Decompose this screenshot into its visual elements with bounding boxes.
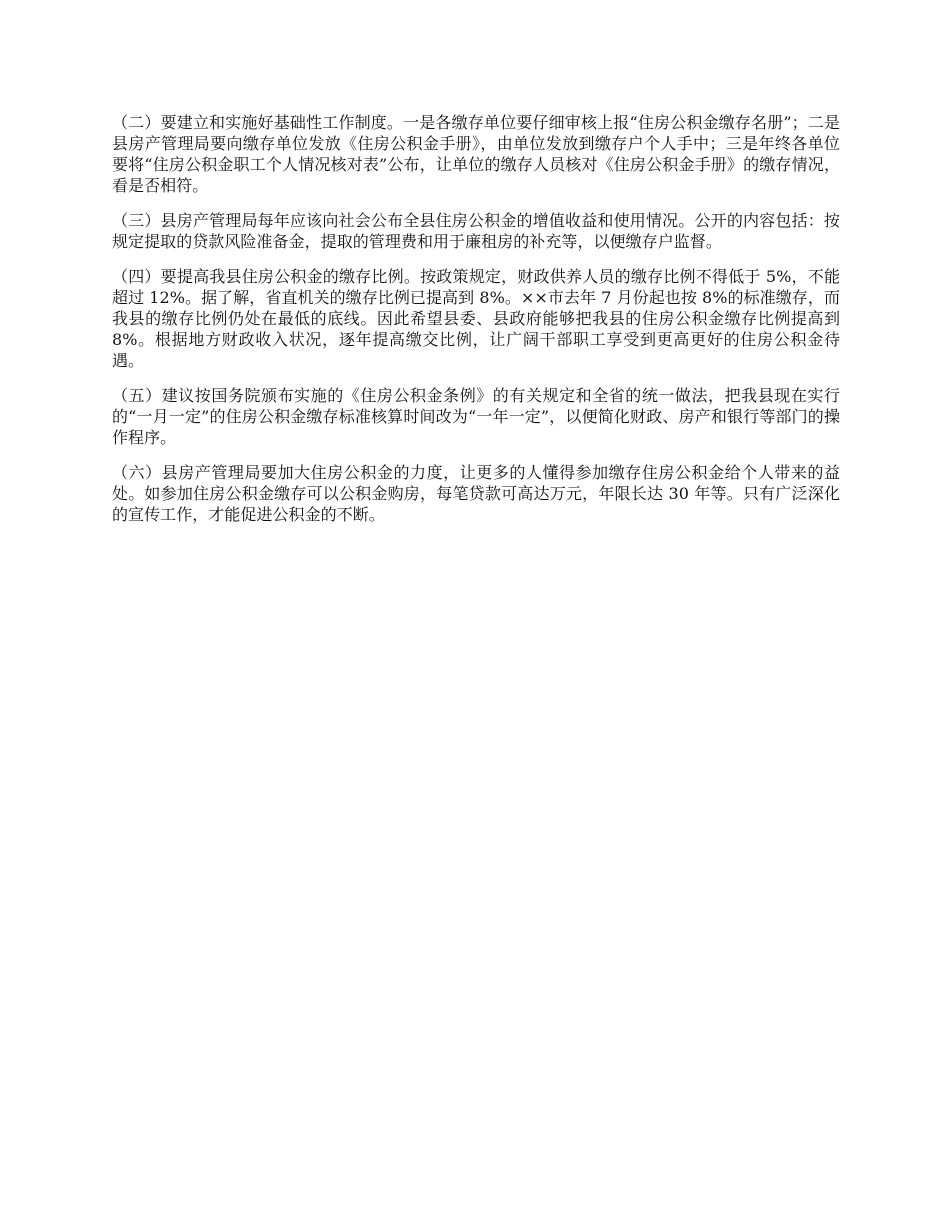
paragraph-4-contribution-ratio: （四）要提高我县住房公积金的缴存比例。按政策规定，财政供养人员的缴存比例不得低于 5%，不能超过 12%。据了解，省直机关的缴存比例已提高到 8%。××市去年 7 月份起也按 8%的标准缴存，而我县的缴存比例仍处在最低的底线。因此希望县委、县政府能够把我县的住房公积金缴存比例提高到 8%。根据地方财政收入状况，逐年提高缴交比例，让广阔干部职工享受到更高更好的住房公积金待遇。 — [112, 267, 840, 370]
paragraph-6-publicity: （六）县房产管理局要加大住房公积金的力度，让更多的人懂得参加缴存住房公积金给个人带来的益处。如参加住房公积金缴存可以公积金购房，每笔贷款可高达万元，年限长达 30 年等。只有广泛深化的宣传工作，才能促进公积金的不断。 — [112, 463, 840, 524]
paragraph-3-public-disclosure: （三）县房产管理局每年应该向社会公布全县住房公积金的增值收益和使用情况。公开的内容包括：按规定提取的贷款风险准备金，提取的管理费和用于廉租房的补充等，以便缴存户监督。 — [112, 211, 840, 251]
paragraph-5-regulation-proposal: （五）建议按国务院颁布实施的《住房公积金条例》的有关规定和全省的统一做法，把我县现在实行的“一月一定”的住房公积金缴存标准核算时间改为“一年一定”，以便简化财政、房产和银行等部门的操作程序。 — [112, 386, 840, 447]
document-body — [112, 112, 840, 539]
paragraph-2-basic-work-system: （二）要建立和实施好基础性工作制度。一是各缴存单位要仔细审核上报“住房公积金缴存名册”；二是县房产管理局要向缴存单位发放《住房公积金手册》，由单位发放到缴存户个人手中；三是年终各单位要将“住房公积金职工个人情况核对表”公布，让单位的缴存人员核对《住房公积金手册》的缴存情况，看是否相符。 — [112, 113, 840, 195]
